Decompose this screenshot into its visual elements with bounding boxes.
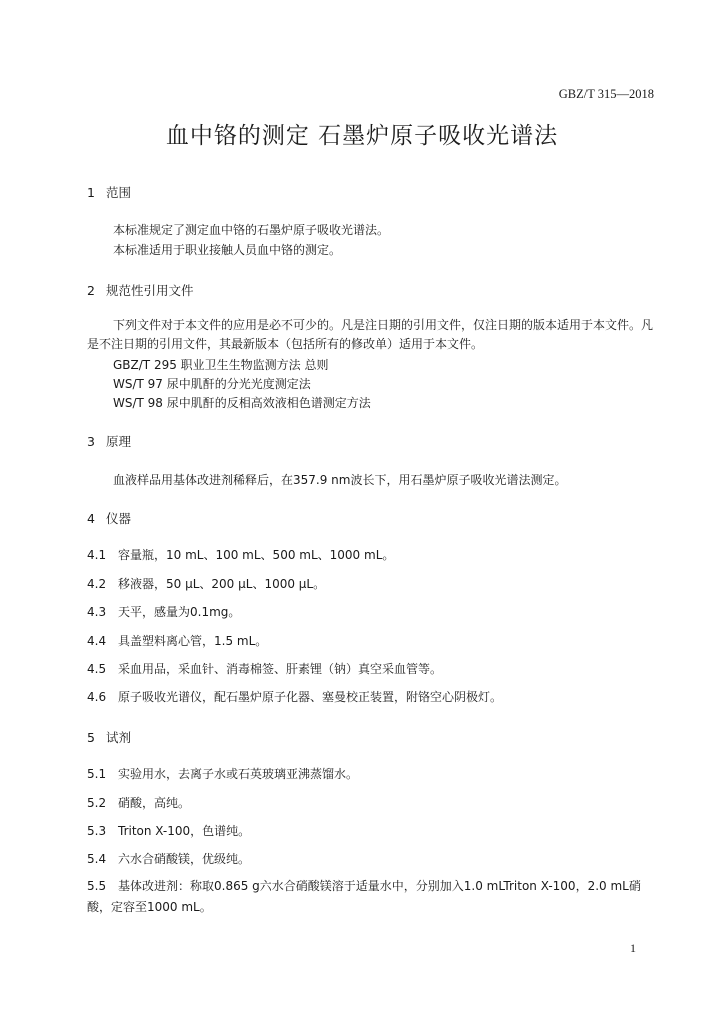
list-item <box>87 546 394 563</box>
item-number: 5.5 <box>87 879 107 893</box>
list-item <box>87 660 442 677</box>
item-number: 4.1 <box>87 548 107 562</box>
item-text: 六水合硝酸镁，优级纯。 <box>118 852 251 866</box>
item-text: 硝酸，高纯。 <box>118 796 191 810</box>
item-number: 4.2 <box>87 577 107 591</box>
section-number: 5 <box>87 730 95 745</box>
item-text: 具盖塑料离心管，1.5 mL。 <box>118 634 268 648</box>
item-number: 4.5 <box>87 662 107 676</box>
list-item <box>87 688 502 705</box>
standard-code: GBZ/T 315—2018 <box>558 87 654 101</box>
section-number: 2 <box>87 283 95 298</box>
list-item <box>87 876 657 918</box>
item-number: 4.6 <box>87 690 107 704</box>
list-item <box>87 575 325 592</box>
section-title: 规范性引用文件 <box>106 283 194 298</box>
item-number: 5.3 <box>87 824 107 838</box>
section-heading-principle <box>87 432 131 450</box>
item-number: 5.1 <box>87 767 107 781</box>
item-text: Triton X-100，色谱纯。 <box>118 824 251 838</box>
section-title: 试剂 <box>106 730 132 745</box>
item-number: 4.4 <box>87 634 107 648</box>
item-text: 天平，感量为0.1mg。 <box>118 605 241 619</box>
item-text: 移液器，50 μL、200 μL、1000 μL。 <box>118 577 326 591</box>
item-text: 采血用品，采血针、消毒棉签、肝素锂（钠）真空采血管等。 <box>118 662 443 676</box>
section-title: 原理 <box>106 434 132 449</box>
item-text: 实验用水，去离子水或石英玻璃亚沸蒸馏水。 <box>118 767 359 781</box>
section-title: 范围 <box>106 185 132 200</box>
section-heading-reagents <box>87 728 131 746</box>
document-title: 血中铬的测定 石墨炉原子吸收光谱法 <box>165 123 559 149</box>
reference-item: WS/T 98 尿中肌酐的反相高效液相色谱测定方法 <box>113 396 371 410</box>
paragraph: 本标准规定了测定血中铬的石墨炉原子吸收光谱法。 <box>113 223 390 237</box>
item-text: 基体改进剂：称取0.865 g六水合硝酸镁溶于适量水中，分别加入1.0 mLTriton X-100，2.0 mL硝酸，定容至1000 mL。 <box>87 879 641 914</box>
item-number: 5.4 <box>87 852 107 866</box>
list-item <box>87 632 267 649</box>
item-number: 4.3 <box>87 605 107 619</box>
paragraph: 本标准适用于职业接触人员血中铬的测定。 <box>113 243 342 257</box>
list-item <box>87 765 358 782</box>
section-heading-scope <box>87 183 131 201</box>
reference-item: GBZ/T 295 职业卫生生物监测方法 总则 <box>113 358 329 372</box>
page-number: 1 <box>630 941 636 955</box>
list-item <box>87 603 240 620</box>
section-title: 仪器 <box>106 511 132 526</box>
paragraph: 下列文件对于本文件的应用是必不可少的。凡是注日期的引用文件，仅注日期的版本适用于本文件。凡是不注日期的引用文件，其最新版本（包括所有的修改单）适用于本文件。 <box>87 318 654 351</box>
section-number: 1 <box>87 185 95 200</box>
list-item <box>87 822 250 839</box>
item-text: 原子吸收光谱仪，配石墨炉原子化器、塞曼校正装置，附铬空心阴极灯。 <box>118 690 503 704</box>
section-number: 4 <box>87 511 95 526</box>
list-item <box>87 850 250 867</box>
list-item <box>87 794 190 811</box>
paragraph: 血液样品用基体改进剂稀释后，在357.9 nm波长下，用石墨炉原子吸收光谱法测定。 <box>113 473 567 487</box>
item-number: 5.2 <box>87 796 107 810</box>
reference-item: WS/T 97 尿中肌酐的分光光度测定法 <box>113 377 311 391</box>
section-number: 3 <box>87 434 95 449</box>
section-heading-instruments <box>87 509 131 527</box>
item-text: 容量瓶，10 mL、100 mL、500 mL、1000 mL。 <box>118 548 395 562</box>
section-heading-normative-references <box>87 281 194 299</box>
